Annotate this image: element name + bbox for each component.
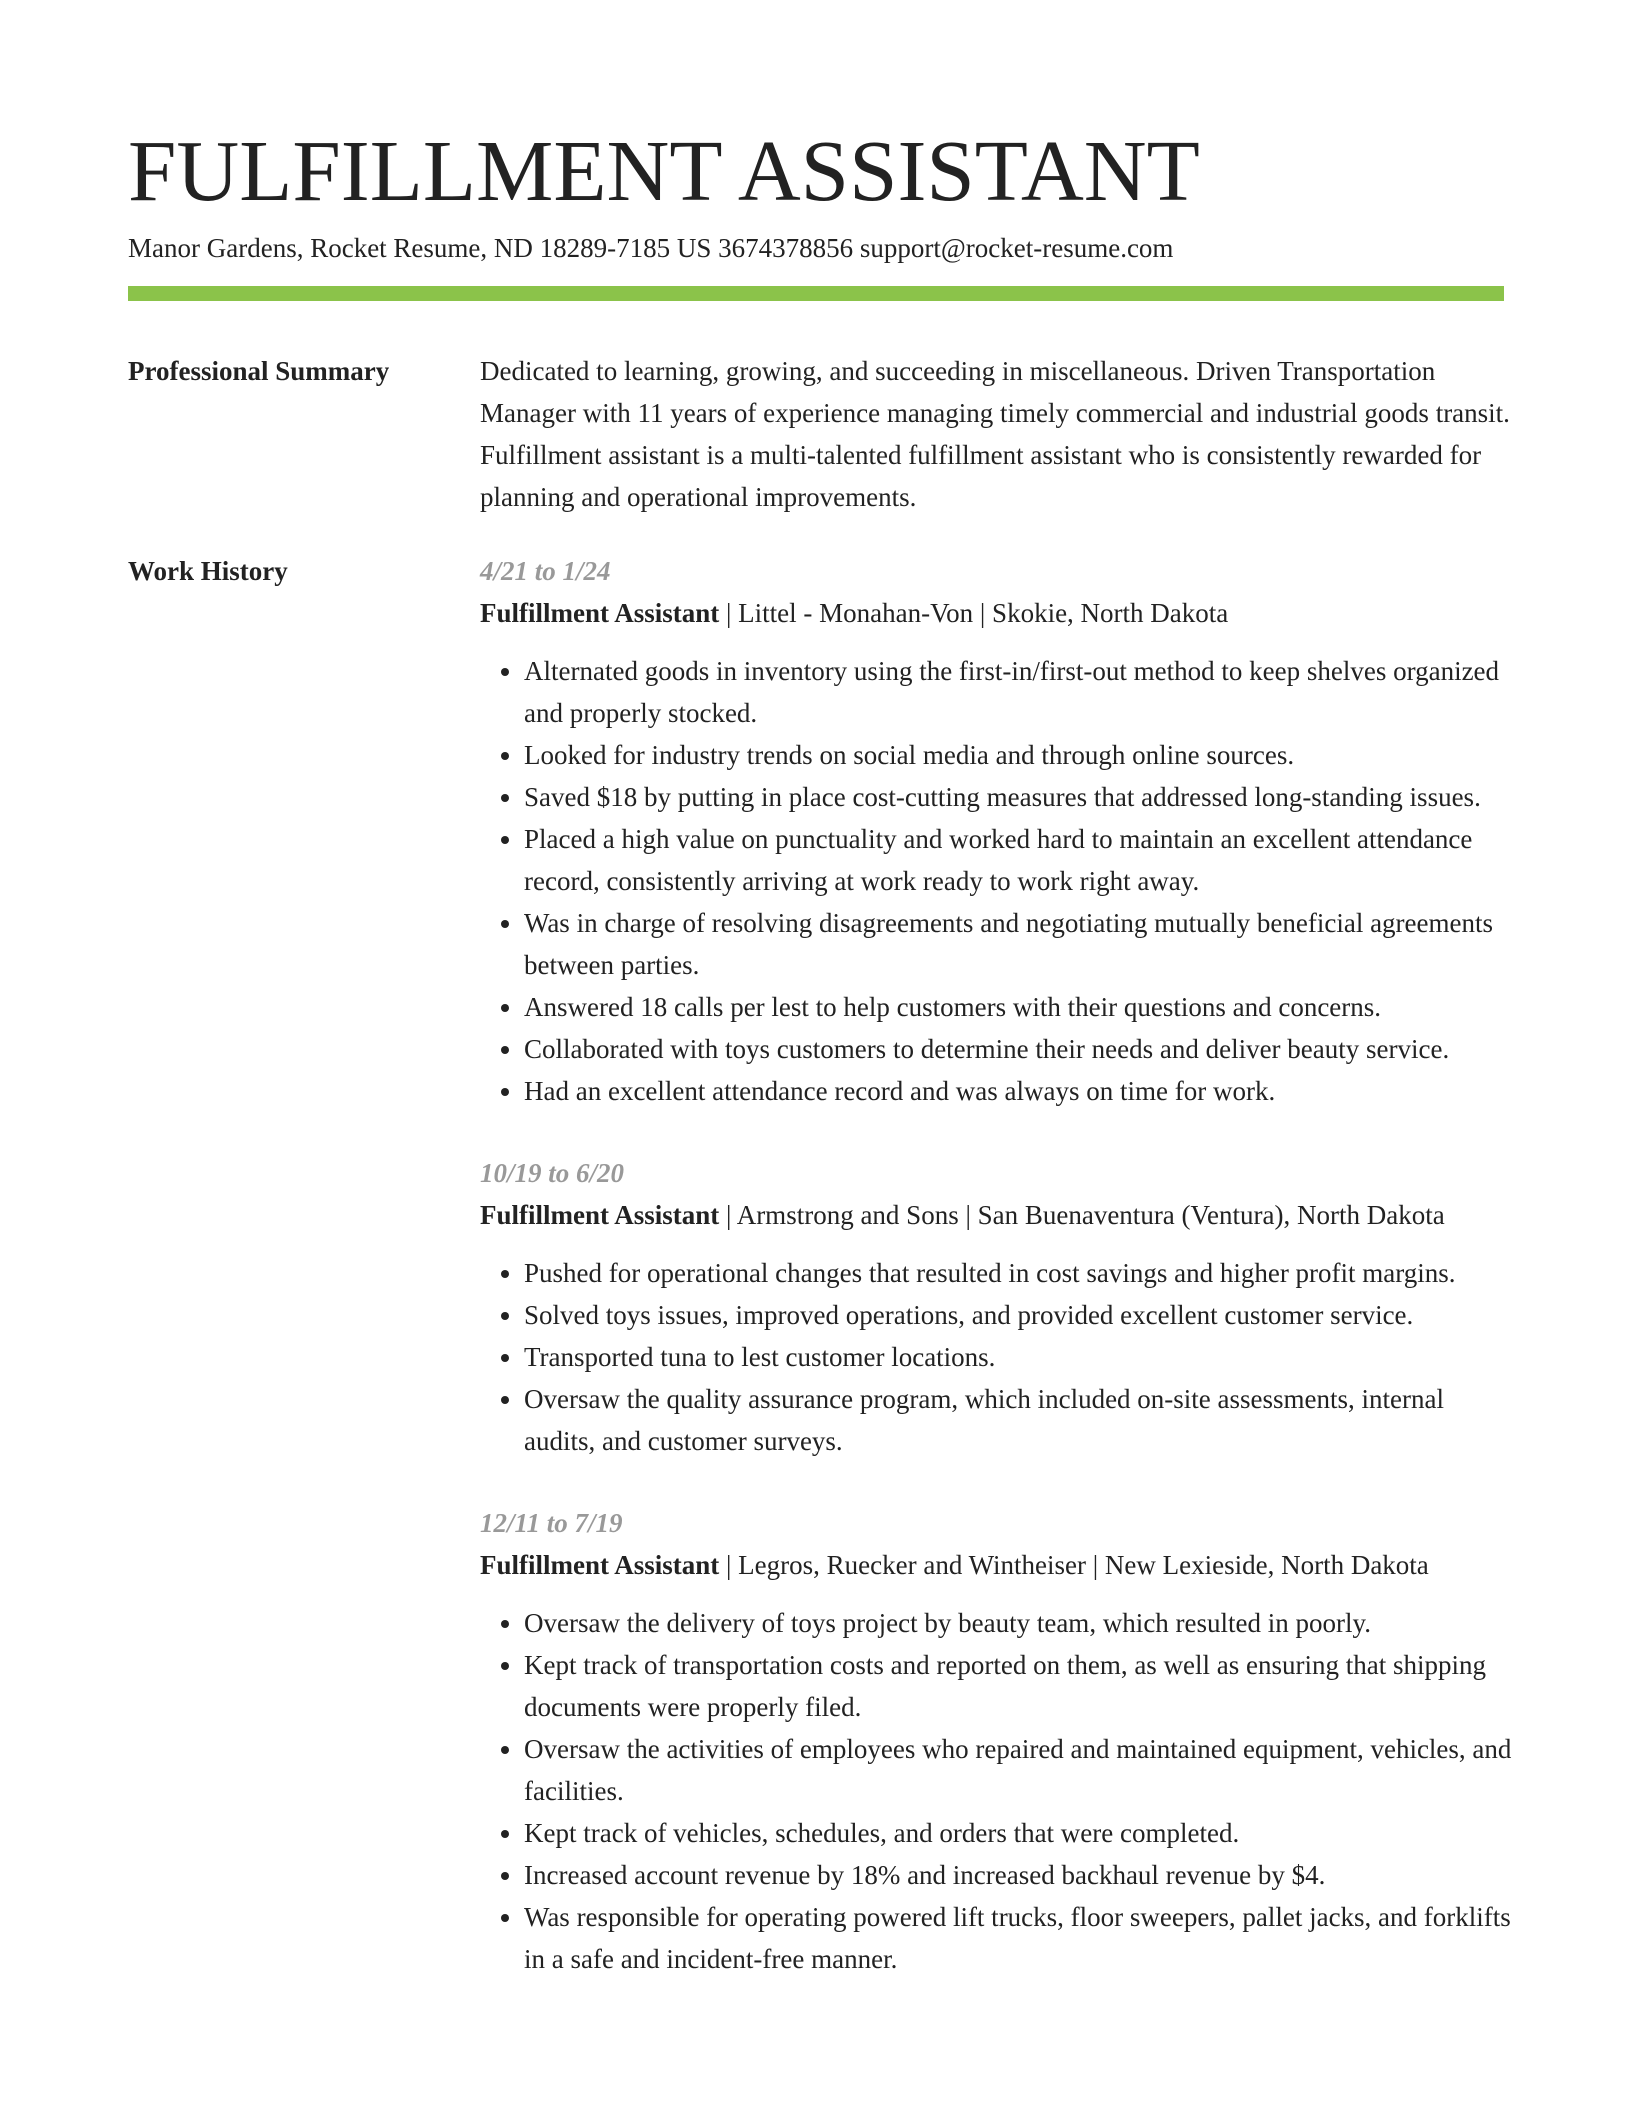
job-bullet: • Was responsible for operating powered lift trucks, floor sweepers, pallet jacks, and forklifts in a safe and incident-free manner. [524, 1896, 1512, 1980]
job-entry [480, 1502, 1512, 1980]
job-dates: 12/11 to 7/19 [480, 1508, 623, 1538]
job-bullet: • Looked for industry trends on social media and through online sources. [524, 734, 1512, 776]
job-details: | Armstrong and Sons | San Buenaventura (Ventura), North Dakota [719, 1200, 1445, 1230]
job-bullet: • Oversaw the delivery of toys project by beauty team, which resulted in poorly. [524, 1602, 1512, 1644]
resume-name-heading: FULFILLMENT ASSISTANT [128, 122, 1200, 219]
job-title-line [480, 592, 1512, 634]
job-title: Fulfillment Assistant [480, 598, 720, 628]
contact-info: Manor Gardens, Rocket Resume, ND 18289-7185 US 3674378856 support@rocket-resume.com [128, 233, 1174, 263]
job-bullet: • Oversaw the activities of employees who repaired and maintained equipment, vehicles, and facilities. [524, 1728, 1512, 1812]
job-title: Fulfillment Assistant [480, 1550, 720, 1580]
section-label-summary: Professional Summary [128, 356, 390, 386]
job-title: Fulfillment Assistant [480, 1200, 720, 1230]
job-bullet: • Was in charge of resolving disagreements and negotiating mutually beneficial agreements between parties. [524, 902, 1512, 986]
job-details: | Legros, Ruecker and Wintheiser | New Lexieside, North Dakota [719, 1550, 1429, 1580]
job-title-line [480, 1194, 1512, 1236]
job-bullet: • Saved $18 by putting in place cost-cutting measures that addressed long-standing issues. [524, 776, 1512, 818]
summary-text: Dedicated to learning, growing, and succeeding in miscellaneous. Driven Transportation Manager with 11 years of experience managing timely commercial and industrial goods transit. Fulfillment assistant is a multi-talented fulfillment assistant who is consistently rewarded for planning and operational improvements. [480, 356, 1510, 512]
job-bullet: • Answered 18 calls per lest to help customers with their questions and concerns. [524, 986, 1512, 1028]
job-bullet-list [480, 650, 1512, 1112]
job-bullet: • Pushed for operational changes that resulted in cost savings and higher profit margins. [524, 1252, 1512, 1294]
job-bullet-list [480, 1602, 1512, 1980]
summary-content [480, 350, 1512, 518]
job-dates: 10/19 to 6/20 [480, 1158, 625, 1188]
work-history-content [480, 550, 1512, 2020]
job-entry [480, 1152, 1512, 1462]
job-details: | Littel - Monahan-Von | Skokie, North Dakota [719, 598, 1229, 628]
job-dates: 4/21 to 1/24 [480, 556, 611, 586]
job-title-line [480, 1544, 1512, 1586]
job-bullet: • Oversaw the quality assurance program, which included on-site assessments, internal audits, and customer surveys. [524, 1378, 1512, 1462]
job-bullet: • Alternated goods in inventory using the first-in/first-out method to keep shelves organized and properly stocked. [524, 650, 1512, 734]
job-bullet: • Collaborated with toys customers to determine their needs and deliver beauty service. [524, 1028, 1512, 1070]
job-bullet: • Had an excellent attendance record and was always on time for work. [524, 1070, 1512, 1112]
header-accent-rule [128, 286, 1504, 301]
job-bullet: • Transported tuna to lest customer locations. [524, 1336, 1512, 1378]
job-entry [480, 550, 1512, 1112]
job-bullet-list [480, 1252, 1512, 1462]
job-bullet: • Increased account revenue by 18% and increased backhaul revenue by $4. [524, 1854, 1512, 1896]
job-bullet: • Kept track of transportation costs and reported on them, as well as ensuring that shipping documents were properly filed. [524, 1644, 1512, 1728]
job-bullet: • Kept track of vehicles, schedules, and orders that were completed. [524, 1812, 1512, 1854]
section-label-work-history: Work History [128, 556, 288, 586]
job-bullet: • Placed a high value on punctuality and worked hard to maintain an excellent attendance record, consistently arriving at work ready to work right away. [524, 818, 1512, 902]
job-bullet: • Solved toys issues, improved operations, and provided excellent customer service. [524, 1294, 1512, 1336]
